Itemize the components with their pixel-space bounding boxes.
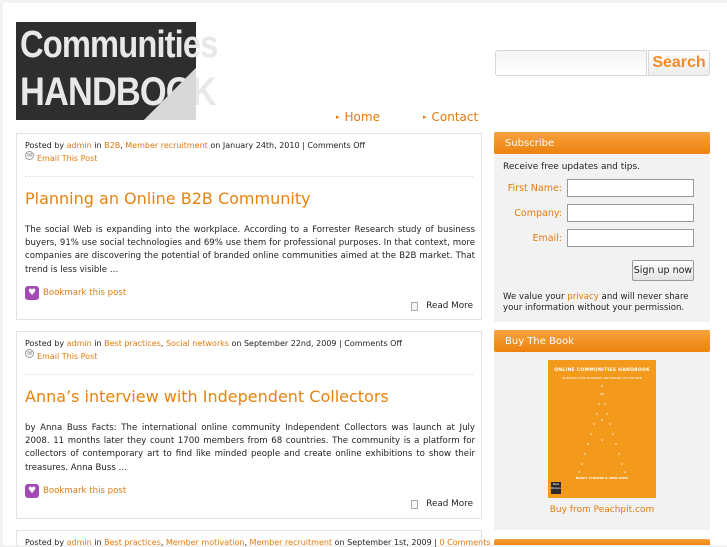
comments-link[interactable]: 0 Comments [439, 538, 491, 547]
arrow-right-icon: ▸ [423, 113, 427, 121]
heart-icon: ♥ [25, 484, 39, 498]
post-title[interactable]: Planning an Online B2B Community [25, 189, 311, 208]
email-label: Email: [532, 232, 562, 244]
category-link[interactable]: Member recruitment [125, 141, 208, 150]
read-more-label: Read More [426, 499, 473, 509]
email-post-label: Email This Post [37, 154, 98, 163]
search-button-label: Search [652, 54, 706, 71]
logo-line-1: Communities [20, 24, 218, 66]
read-more-link[interactable] [411, 499, 473, 509]
email-post-label: Email This Post [37, 352, 98, 361]
book-cover-image[interactable] [548, 360, 656, 498]
category-link[interactable]: Member recruitment [249, 538, 333, 547]
read-more-link[interactable] [411, 301, 473, 311]
post-excerpt: by Anna Buss Facts: The international online community Independent Collectors was launch at July 2008. 11 months later they count 1700 members from 68 countries. The community is a platform for collectors of contemporary art to find like minded people and create online exhibitions to show their treasures. Anna Buss … [25, 423, 475, 473]
bookmark-link[interactable] [25, 484, 126, 498]
post-date: on September 22nd, 2009 | Comments Off [228, 339, 402, 348]
post-card [16, 133, 482, 320]
search-button[interactable] [648, 50, 710, 76]
divider [25, 176, 473, 177]
buy-peachpit-link[interactable]: Buy from Peachpit.com [549, 505, 655, 515]
logo-page-curl [144, 68, 196, 120]
post-excerpt: The social Web is expanding into the workplace. According to a Forrester Research study of business buyers, 91% use social technologies and 69% use them for professional purposes. In that context, more companies are discovering the potential of branded online communities aimed at the B2B market. That trend is less visible … [25, 225, 475, 275]
nav-contact[interactable] [423, 110, 478, 124]
bookmark-link[interactable] [25, 286, 126, 300]
cover-title: ONLINE COMMUNITIES HANDBOOK [554, 368, 650, 373]
subscribe-intro: Receive free updates and tips. [503, 162, 641, 172]
post-meta: Posted by admin in B2B, Member recruitment on January 24th, 2010 | Comments Off [25, 141, 366, 150]
privacy-pre: We value your [503, 292, 568, 302]
buy-book-heading: Buy The Book [494, 330, 710, 352]
meta-prefix: Posted by [25, 339, 67, 348]
logo-line-2: HANDBOOK [20, 70, 216, 114]
meta-in: in [91, 339, 105, 348]
email-field[interactable] [567, 229, 694, 247]
post-meta: Posted by admin in Best practices, Member motivation, Member recruitment on September 1st, 2009 | 0 Comments [25, 538, 491, 547]
privacy-note [503, 292, 708, 314]
category-link[interactable]: Social networks [165, 339, 229, 348]
subscribe-heading: Subscribe [494, 132, 710, 154]
arrow-right-icon: ▸ [336, 113, 340, 121]
search-input[interactable] [495, 50, 647, 76]
meta-prefix: Posted by [25, 141, 67, 150]
nav-home[interactable] [336, 110, 380, 124]
post-card [16, 530, 491, 547]
author-link[interactable]: admin [66, 339, 92, 348]
first-name-label: First Name: [507, 182, 562, 194]
author-link[interactable]: admin [66, 141, 92, 150]
email-icon: ✉ [26, 152, 33, 159]
company-row [494, 204, 694, 222]
document-icon [411, 302, 418, 311]
meta-in: in [91, 141, 105, 150]
category-link[interactable]: Member motivation [165, 538, 245, 547]
nav-contact-label: Contact [431, 110, 479, 124]
cover-authors: NANCY STRAUSS & ANNA BUSS [575, 476, 629, 480]
email-post-link[interactable] [25, 154, 97, 163]
heart-icon: ♥ [25, 286, 39, 300]
site-logo[interactable] [16, 22, 218, 120]
email-post-link[interactable] [25, 352, 97, 361]
document-icon [411, 500, 418, 509]
subscribe-box [494, 132, 710, 322]
sign-up-label: Sign up now [633, 265, 693, 276]
email-row [494, 229, 694, 247]
meta-in: in [91, 538, 105, 547]
publisher-logo: New Riders [551, 482, 561, 494]
category-link[interactable]: Best practices [104, 339, 161, 348]
privacy-post: and will never share your information without your permission. [503, 292, 689, 313]
post-title[interactable]: Anna’s interview with Independent Collectors [25, 387, 389, 406]
post-card [16, 331, 482, 519]
bookmark-label: Bookmark this post [43, 486, 127, 496]
next-sidebar-heading [494, 539, 710, 545]
buy-book-box [494, 330, 710, 530]
bookmark-label: Bookmark this post [43, 288, 127, 298]
nav-home-label: Home [344, 110, 380, 124]
email-icon: ✉ [26, 350, 33, 357]
cover-subtitle: BUILDING YOUR BUSINESS AND BRAND ON THE WEB [562, 376, 642, 380]
company-label: Company: [514, 207, 562, 219]
privacy-link[interactable]: privacy [567, 292, 599, 302]
post-date: on January 24th, 2010 | Comments Off [207, 141, 366, 150]
first-name-field[interactable] [567, 179, 694, 197]
category-link[interactable]: B2B [104, 141, 121, 150]
meta-prefix: Posted by [25, 538, 67, 547]
divider [25, 374, 473, 375]
read-more-label: Read More [426, 301, 473, 311]
post-meta: Posted by admin in Best practices, Social networks on September 22nd, 2009 | Comments Off [25, 339, 402, 348]
author-link[interactable]: admin [66, 538, 92, 547]
sign-up-button[interactable] [632, 260, 694, 281]
company-field[interactable] [567, 204, 694, 222]
category-link[interactable]: Best practices [104, 538, 161, 547]
first-name-row [494, 179, 694, 197]
post-date: on September 1st, 2009 | [332, 538, 440, 547]
